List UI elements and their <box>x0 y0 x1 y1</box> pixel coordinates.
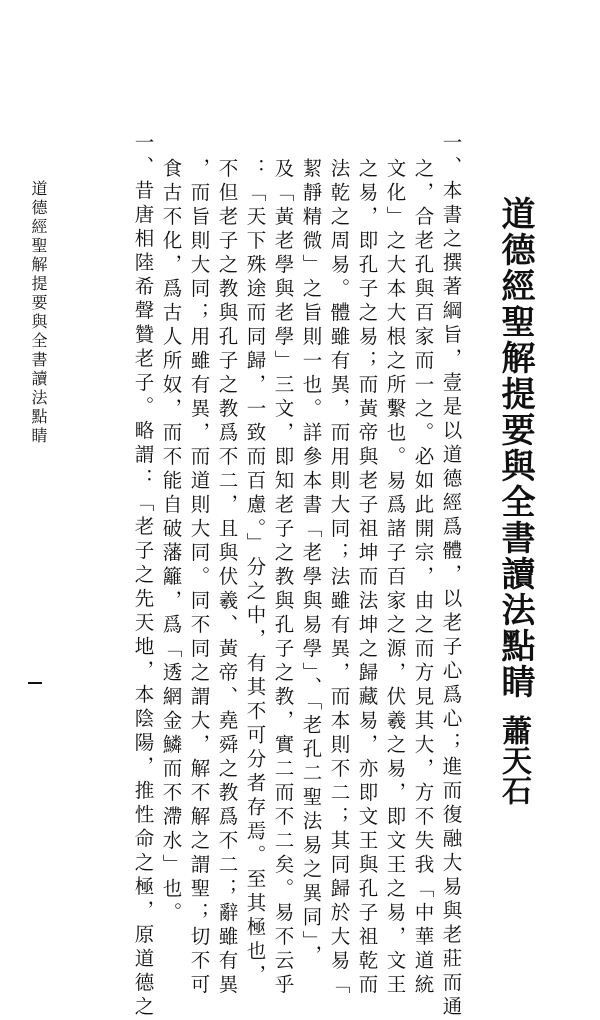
body-line-10: ，而旨則大同；用雖有異，而道則大同。同不同之謂大，解不解之謂聖；切不可 <box>187 158 211 998</box>
body-line-4: 之易，即孔子之易；而黃帝與老子祖坤而法坤之歸藏易，亦即文王與孔子祖乾而 <box>355 158 379 998</box>
body-line-2: 之，合老孔與百家而一之。必如此開宗，由之而方見其大，方不失我「中華道統 <box>411 158 435 998</box>
body-line-6: 絜靜精微」之旨則一也。詳參本書「老學與易學」、「老孔二聖法易之異同」， <box>299 158 323 969</box>
page-mark <box>28 682 42 684</box>
author-name: 蕭天石 <box>496 715 531 805</box>
body-line-8: ：「天下殊途而同歸，一致而百慮。」分之中，有其不可分者存焉。至其極也， <box>243 158 267 989</box>
body-line-5: 法乾之周易。體雖有異，而用則大同；法雖有異，而本則不二；其同歸於大易「 <box>327 158 351 998</box>
body-line-11: 食古不化，爲古人所奴，而不能自破藩籬，爲「透網金鱗而不滯水」也。 <box>159 158 183 926</box>
body-line-7: 及「黃老學與老學」三文，即知老子之教與孔子之教，實二而不二矣。易不云乎 <box>271 158 295 998</box>
body-line-9: 不但老子之教與孔子之教爲不二，且與伏羲、黃帝、堯舜之教爲不二；辭雖有異 <box>215 158 239 998</box>
body-line-3: 文化」之大本大根之所繫也。易爲諸子百家之源，伏羲之易，即文王之易，文王 <box>383 158 407 998</box>
running-head: 道德經聖解提要與全書讀法點睛 <box>29 180 48 446</box>
page-title: 道德經聖解提要與全書讀法點睛 <box>495 196 535 700</box>
body-line-12: 一、昔唐相陸希聲贊老子。略謂：「老子之先天地，本陰陽，推性命之極，原道德之 <box>131 132 155 1020</box>
body-line-1: 一、本書之撰著綱旨，壹是以道德經爲體，以老子心爲心；進而復融大易與老莊而通 <box>439 132 463 1020</box>
